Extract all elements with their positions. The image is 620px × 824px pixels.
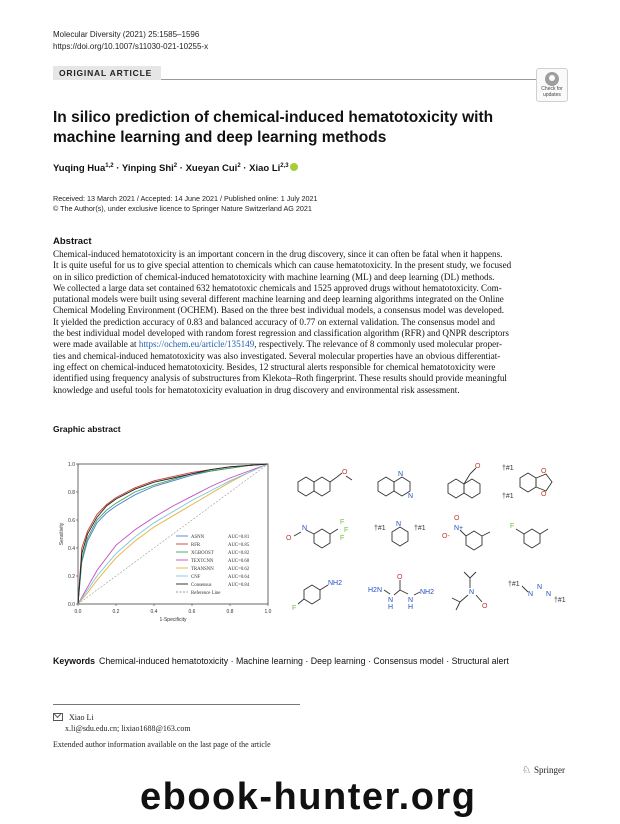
atom-label: F <box>340 519 345 526</box>
abstract-line: the best individual model developed with random forest regression and classification algorithm (RFR) and QNPR descriptors <box>53 328 509 339</box>
check-for-updates-button[interactable] <box>536 68 568 102</box>
atom-label: O- <box>442 533 450 540</box>
atom-label: N <box>408 597 414 604</box>
x-tick-label: 0.4 <box>150 609 158 615</box>
journal-doi[interactable]: https://doi.org/10.1007/s11030-021-10255-x <box>53 42 209 51</box>
check-updates-line2: updates <box>543 91 561 98</box>
atom-label: N <box>396 521 402 528</box>
legend-auc: AUC=0.62 <box>228 566 250 572</box>
dates-line: Received: 13 March 2021 / Accepted: 14 June 2021 / Published online: 1 July 2021 <box>53 194 318 203</box>
orcid-icon[interactable] <box>290 163 298 171</box>
author-affiliation: 2 <box>237 163 241 169</box>
x-tick-label: 0.8 <box>226 609 234 615</box>
atom-label: NH2 <box>420 589 435 596</box>
atom-label: N <box>408 493 414 500</box>
abstract-line: Chemical-induced hematotoxicity is an important concern in the drug discovery, since it can often be fatal when it happens. <box>53 249 503 259</box>
keywords <box>53 656 509 666</box>
molecule-trifluoromethyl-formanilide <box>286 519 348 548</box>
abstract-body <box>53 249 568 396</box>
journal-info <box>53 29 208 53</box>
legend-auc: AUC=0.64 <box>228 574 250 580</box>
author-separator: · <box>240 163 250 175</box>
atom-label: †#1 <box>554 597 566 604</box>
atom-label: N <box>537 584 543 591</box>
publication-dates <box>53 194 318 214</box>
correspondence-emails[interactable]: x.li@sdu.edu.cn; lixiao1688@163.com <box>65 724 191 733</box>
molecule-nitrotoluene <box>442 515 490 550</box>
abstract-line: ties and chemical-induced hematotoxicity was also investigated. Several molecular properties have an obvious differentiat- <box>53 350 501 361</box>
abstract-line: Chemical Modeling Environment (OCHEM). Based on the three best individual models, a consensus model was developed. <box>53 305 505 316</box>
legend-label: RFR <box>191 542 201 548</box>
article-title: In silico prediction of chemical-induced hematotoxicity with machine learning and deep learning methods <box>53 109 494 146</box>
molecule-fluorobenzene <box>510 523 548 548</box>
keywords-label: Keywords <box>53 656 96 666</box>
atom-label: N <box>528 591 534 598</box>
atom-label: F <box>344 527 349 534</box>
atom-label: H <box>408 604 414 611</box>
roc-chart <box>56 452 278 624</box>
author-separator: · <box>113 163 122 175</box>
x-tick-label: 1.0 <box>264 609 272 615</box>
author-separator: · <box>177 163 186 175</box>
molecule-quinazoline <box>378 471 413 500</box>
correspondence-name: Xiao Li <box>69 713 94 722</box>
x-tick-label: 0.0 <box>74 609 82 615</box>
atom-label: N+ <box>454 525 464 532</box>
author-name[interactable]: Yuqing Hua <box>53 163 106 175</box>
atom-label: †#1 <box>374 525 386 532</box>
legend-auc: AUC=0.68 <box>228 558 250 564</box>
atom-label: H2N <box>368 587 383 594</box>
legend-label: TEXTCNN <box>191 558 214 564</box>
check-updates-line1: Check for <box>541 86 563 92</box>
y-tick-label: 0.2 <box>68 573 75 580</box>
atom-label: F <box>340 535 345 542</box>
abstract-line: on in silico prediction of chemical-induced hematotoxicity with machine learning (ML) and deep learning (DL) methods. <box>53 271 495 282</box>
atom-label: N <box>398 471 404 478</box>
atom-label: O <box>286 535 292 542</box>
atom-label: †#1 <box>502 465 514 472</box>
atom-label: O <box>482 603 488 610</box>
molecule-naphthaldehyde <box>448 463 481 498</box>
legend-auc: AUC=0.82 <box>228 550 250 556</box>
atom-label: H <box>388 604 394 611</box>
author-name[interactable]: Yinping Shi <box>121 163 174 175</box>
atom-label: O <box>454 515 460 522</box>
molecule-pyrimidine <box>374 521 426 546</box>
author-name[interactable]: Xiao Li <box>249 163 281 175</box>
watermark: ebook-hunter.org <box>140 776 477 818</box>
atom-label: O <box>541 491 547 498</box>
graphic-abstract-heading: Graphic abstract <box>53 424 121 434</box>
atom-label: NH2 <box>328 580 343 587</box>
publisher-name: Springer <box>533 765 565 775</box>
abstract-line <box>53 339 568 350</box>
legend-auc: AUC=0.81 <box>228 534 250 540</box>
copyright-line: © The Author(s), under exclusive licence to Springer Nature Switzerland AG 2021 <box>53 204 312 213</box>
legend-auc: AUC=0.84 <box>228 582 250 588</box>
x-tick-label: 0.6 <box>188 609 196 615</box>
legend-label: Reference Line <box>191 590 221 596</box>
atom-label: F <box>510 523 515 530</box>
mail-icon <box>53 713 63 721</box>
molecule-diisopropylformamide <box>452 572 488 610</box>
abstract-heading: Abstract <box>53 236 92 247</box>
abstract-line: ing effect on chemical-induced hematotoxicity. Besides, 12 structural alerts responsible for chemical hematotoxicity were <box>53 361 496 372</box>
check-updates-icon <box>545 72 559 86</box>
molecule-fluoroaniline <box>292 580 342 612</box>
molecule-triazene <box>508 581 566 604</box>
extended-author-info: Extended author information available on the last page of the article <box>53 740 271 749</box>
molecule-benzodioxole <box>502 465 552 500</box>
abstract-line: knowledge and useful tools for hematotoxicity evaluation in drug discovery and environmental risk assessment. <box>53 384 460 395</box>
author-list <box>53 163 298 174</box>
abstract-line: It yielded the prediction accuracy of 0.83 and balanced accuracy of 0.77 on external validation. The consensus model and <box>53 316 495 327</box>
atom-label: †#1 <box>502 493 514 500</box>
legend-label: CNF <box>191 574 201 580</box>
journal-citation: Molecular Diversity (2021) 25:1585–1596 <box>53 30 200 39</box>
ochem-link[interactable]: https://ochem.eu/article/135149 <box>138 339 255 350</box>
author-affiliation: 2,3 <box>280 163 289 169</box>
keywords-list: Chemical-induced hematotoxicity · Machine learning · Deep learning · Consensus model · Structural alert <box>99 656 509 666</box>
legend-label: Consensus <box>191 582 212 588</box>
abstract-line: putational models were built using several different machine learning and deep learning algorithms integrated on the Online <box>53 294 504 305</box>
y-tick-label: 1.0 <box>68 461 75 468</box>
x-tick-label: 0.2 <box>112 609 120 615</box>
atom-label: N <box>546 591 552 598</box>
article-type: ORIGINAL ARTICLE <box>59 68 153 78</box>
abstract-text: , respectively. The relevance of 8 commonly used molecular proper- <box>254 339 503 350</box>
author-affiliation: 2 <box>173 163 178 169</box>
atom-label: N <box>388 597 394 604</box>
y-tick-label: 0.8 <box>68 489 75 496</box>
legend-label: XGBOOST <box>191 550 214 556</box>
abstract-text: were made available at <box>53 339 139 350</box>
atom-label: †#1 <box>414 525 426 532</box>
atom-label: O <box>342 469 348 476</box>
atom-label: O <box>397 574 403 581</box>
publisher-logo <box>522 765 565 776</box>
y-axis-label: Sensitivity <box>59 522 65 546</box>
atom-label: O <box>541 468 547 475</box>
legend-label: TRANSNN <box>191 566 214 572</box>
molecule-grid <box>284 452 569 624</box>
atom-label: N <box>469 589 475 596</box>
article-type-bar <box>53 66 567 80</box>
atom-label: N <box>302 525 308 532</box>
legend-label: ASNN <box>191 534 205 540</box>
molecule-carbohydrazide <box>368 574 434 611</box>
abstract-line: It is quite useful for us to give special attention to chemicals which can cause hematotoxicity. In the present study, we focused <box>53 260 512 271</box>
atom-label: F <box>292 605 297 612</box>
y-tick-label: 0.6 <box>68 517 75 524</box>
y-tick-label: 0.0 <box>68 601 75 608</box>
y-tick-label: 0.4 <box>68 545 75 552</box>
abstract-line: We collected a large data set contained 632 hematotoxic chemicals and 1525 approved drugs without hematotoxicity. Com- <box>53 282 502 293</box>
atom-label: †#1 <box>508 581 520 588</box>
correspondence <box>53 712 191 734</box>
footnote-divider <box>53 704 300 705</box>
author-affiliation: 1,2 <box>105 163 114 169</box>
x-axis-label: 1-Specificity <box>159 617 187 623</box>
author-name[interactable]: Xueyan Cui <box>185 163 238 175</box>
molecule-methoxynaphthalene <box>298 469 352 496</box>
abstract-line: identified using frequency analysis of substructures from Klekota–Roth fingerprint. These results should provide meaningful <box>53 373 507 384</box>
atom-label: O <box>475 463 481 470</box>
springer-horse-icon: ♘ <box>522 765 531 776</box>
legend-auc: AUC=0.85 <box>228 542 250 548</box>
